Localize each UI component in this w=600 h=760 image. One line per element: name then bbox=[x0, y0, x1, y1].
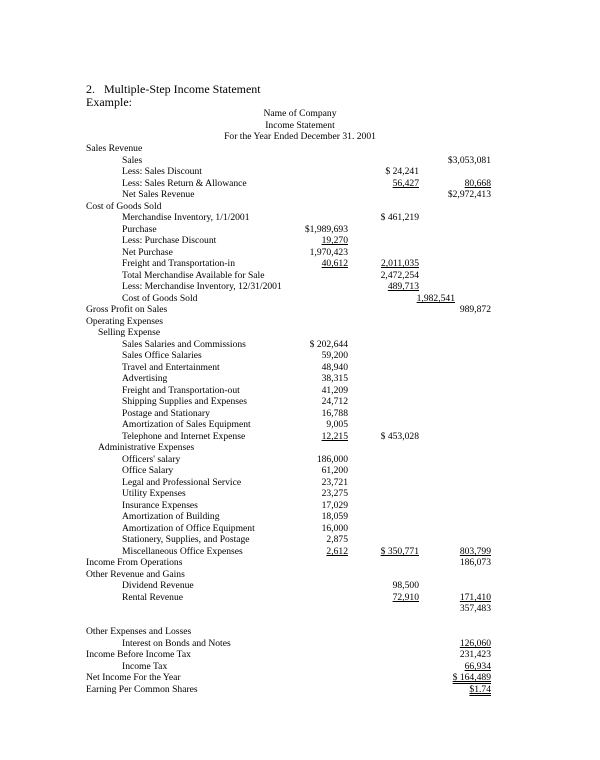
row-label: Administrative Expenses bbox=[98, 442, 195, 453]
amount-col3: 357,483 bbox=[459, 603, 491, 614]
row-label: Amortization of Building bbox=[122, 511, 220, 522]
amount-col3: 803,799 bbox=[459, 546, 491, 557]
amount-col1: 16,788 bbox=[321, 408, 348, 419]
row-label: Amortization of Sales Equipment bbox=[122, 419, 251, 430]
row-label: Other Expenses and Losses bbox=[86, 626, 192, 637]
section-subtitle: Example: bbox=[86, 95, 132, 109]
amount-col3: $1.74 bbox=[469, 684, 491, 695]
amount-col3: 126,060 bbox=[459, 638, 491, 649]
amount-col1: 2,612 bbox=[326, 546, 348, 557]
amount-col2: 2,011,035 bbox=[380, 258, 419, 269]
row-label: Sales Revenue bbox=[86, 143, 143, 154]
row-label: Postage and Stationary bbox=[122, 408, 210, 419]
amount-col1: 23,275 bbox=[321, 488, 348, 499]
amount-col1: 12,215 bbox=[321, 431, 348, 442]
section-title: Multiple-Step Income Statement bbox=[104, 82, 261, 96]
row-label: Cost of Goods Sold bbox=[122, 293, 198, 304]
amount-col1: 9,005 bbox=[326, 419, 348, 430]
amount-col1: 186,000 bbox=[316, 454, 348, 465]
section-number: 2. bbox=[86, 82, 95, 96]
row-label: Operating Expenses bbox=[86, 316, 163, 327]
amount-col1: 18,059 bbox=[321, 511, 348, 522]
amount-col1: 40,612 bbox=[321, 258, 348, 269]
row-label: Officers' salary bbox=[122, 454, 181, 465]
row-label: Amortization of Office Equipment bbox=[122, 523, 255, 534]
amount-col3: $ 164,489 bbox=[452, 672, 491, 683]
amount-col1: 61,200 bbox=[321, 465, 348, 476]
row-label: Freight and Transportation-in bbox=[122, 258, 235, 269]
row-label: Utility Expenses bbox=[122, 488, 186, 499]
row-label: Net Income For the Year bbox=[86, 672, 181, 683]
row-label: Interest on Bonds and Notes bbox=[122, 638, 231, 649]
amount-col2: $ 24,241 bbox=[385, 166, 419, 177]
row-label: Selling Expense bbox=[98, 327, 161, 338]
amount-col3: 171,410 bbox=[459, 592, 491, 603]
amount-col2: $ 453,028 bbox=[380, 431, 419, 442]
amount-col1: 38,315 bbox=[321, 373, 348, 384]
amount-col1: 48,940 bbox=[321, 362, 348, 373]
row-label: Legal and Professional Service bbox=[122, 477, 242, 488]
row-label: Merchandise Inventory, 1/1/2001 bbox=[122, 212, 250, 223]
row-label: Dividend Revenue bbox=[122, 580, 194, 591]
amount-col3: 80,668 bbox=[464, 178, 491, 189]
amount-col3: 66,934 bbox=[464, 661, 491, 672]
row-label: Net Sales Revenue bbox=[122, 189, 195, 200]
row-label: Income Before Income Tax bbox=[86, 649, 191, 660]
row-label: Income From Operations bbox=[86, 557, 183, 568]
amount-col2: $ 461,219 bbox=[380, 212, 419, 223]
amount-col1: $ 202,644 bbox=[309, 339, 348, 350]
row-label: Less: Sales Return & Allowance bbox=[122, 178, 247, 189]
amount-col1: $1,989,693 bbox=[304, 224, 348, 235]
amount-col3: 186,073 bbox=[459, 557, 491, 568]
row-label: Less: Purchase Discount bbox=[122, 235, 217, 246]
row-label: Less: Merchandise Inventory, 12/31/2001 bbox=[122, 281, 282, 292]
amount-col1: 16,000 bbox=[321, 523, 348, 534]
row-label: Other Revenue and Gains bbox=[86, 569, 185, 580]
amount-col3: $2,972,413 bbox=[447, 189, 491, 200]
row-label: Earning Per Common Shares bbox=[86, 684, 198, 695]
row-label: Sales Office Salaries bbox=[122, 350, 202, 361]
amount-col3: 231,423 bbox=[459, 649, 491, 660]
amount-col2: 72,910 bbox=[392, 592, 419, 603]
row-label: Cost of Goods Sold bbox=[86, 201, 162, 212]
amount-col2: 56,427 bbox=[392, 178, 419, 189]
amount-col1: 24,712 bbox=[321, 396, 348, 407]
amount-col2: 2,472,254 bbox=[380, 270, 419, 281]
amount-col1: 1,970,423 bbox=[309, 247, 348, 258]
row-label: Freight and Transportation-out bbox=[122, 385, 240, 396]
company-name: Name of Company bbox=[263, 108, 337, 119]
amount-col1: 41,209 bbox=[321, 385, 348, 396]
row-label: Rental Revenue bbox=[122, 592, 184, 603]
row-label: Less: Sales Discount bbox=[122, 166, 202, 177]
statement-name: Income Statement bbox=[265, 120, 335, 131]
row-label: Income Tax bbox=[122, 661, 168, 672]
row-label: Telephone and Internet Expense bbox=[122, 431, 246, 442]
row-label: Gross Profit on Sales bbox=[86, 304, 168, 315]
amount-col1: 2,875 bbox=[326, 534, 348, 545]
amount-col1: 17,029 bbox=[321, 500, 348, 511]
row-label: Insurance Expenses bbox=[122, 500, 198, 511]
amount-col3: 989,872 bbox=[459, 304, 491, 315]
row-label: Stationery, Supplies, and Postage bbox=[122, 534, 250, 545]
row-label: Sales Salaries and Commissions bbox=[122, 339, 246, 350]
amount-col2: 98,500 bbox=[392, 580, 419, 591]
amount-col3: 1,982,541 bbox=[416, 293, 455, 304]
amount-col1: 19,270 bbox=[321, 235, 348, 246]
amount-col2: 489,713 bbox=[387, 281, 419, 292]
amount-col2: $ 350,771 bbox=[380, 546, 419, 557]
row-label: Purchase bbox=[122, 224, 157, 235]
row-label: Total Merchandise Available for Sale bbox=[122, 270, 265, 281]
row-label: Sales bbox=[122, 155, 143, 166]
statement-period: For the Year Ended December 31. 2001 bbox=[224, 131, 376, 142]
amount-col1: 59,200 bbox=[321, 350, 348, 361]
amount-col1: 23,721 bbox=[321, 477, 348, 488]
amount-col3: $3,053,081 bbox=[447, 155, 491, 166]
row-label: Advertising bbox=[122, 373, 168, 384]
row-label: Shipping Supplies and Expenses bbox=[122, 396, 247, 407]
row-label: Net Purchase bbox=[122, 247, 173, 258]
row-label: Office Salary bbox=[122, 465, 174, 476]
row-label: Travel and Entertainment bbox=[122, 362, 220, 373]
row-label: Miscellaneous Office Expenses bbox=[122, 546, 243, 557]
